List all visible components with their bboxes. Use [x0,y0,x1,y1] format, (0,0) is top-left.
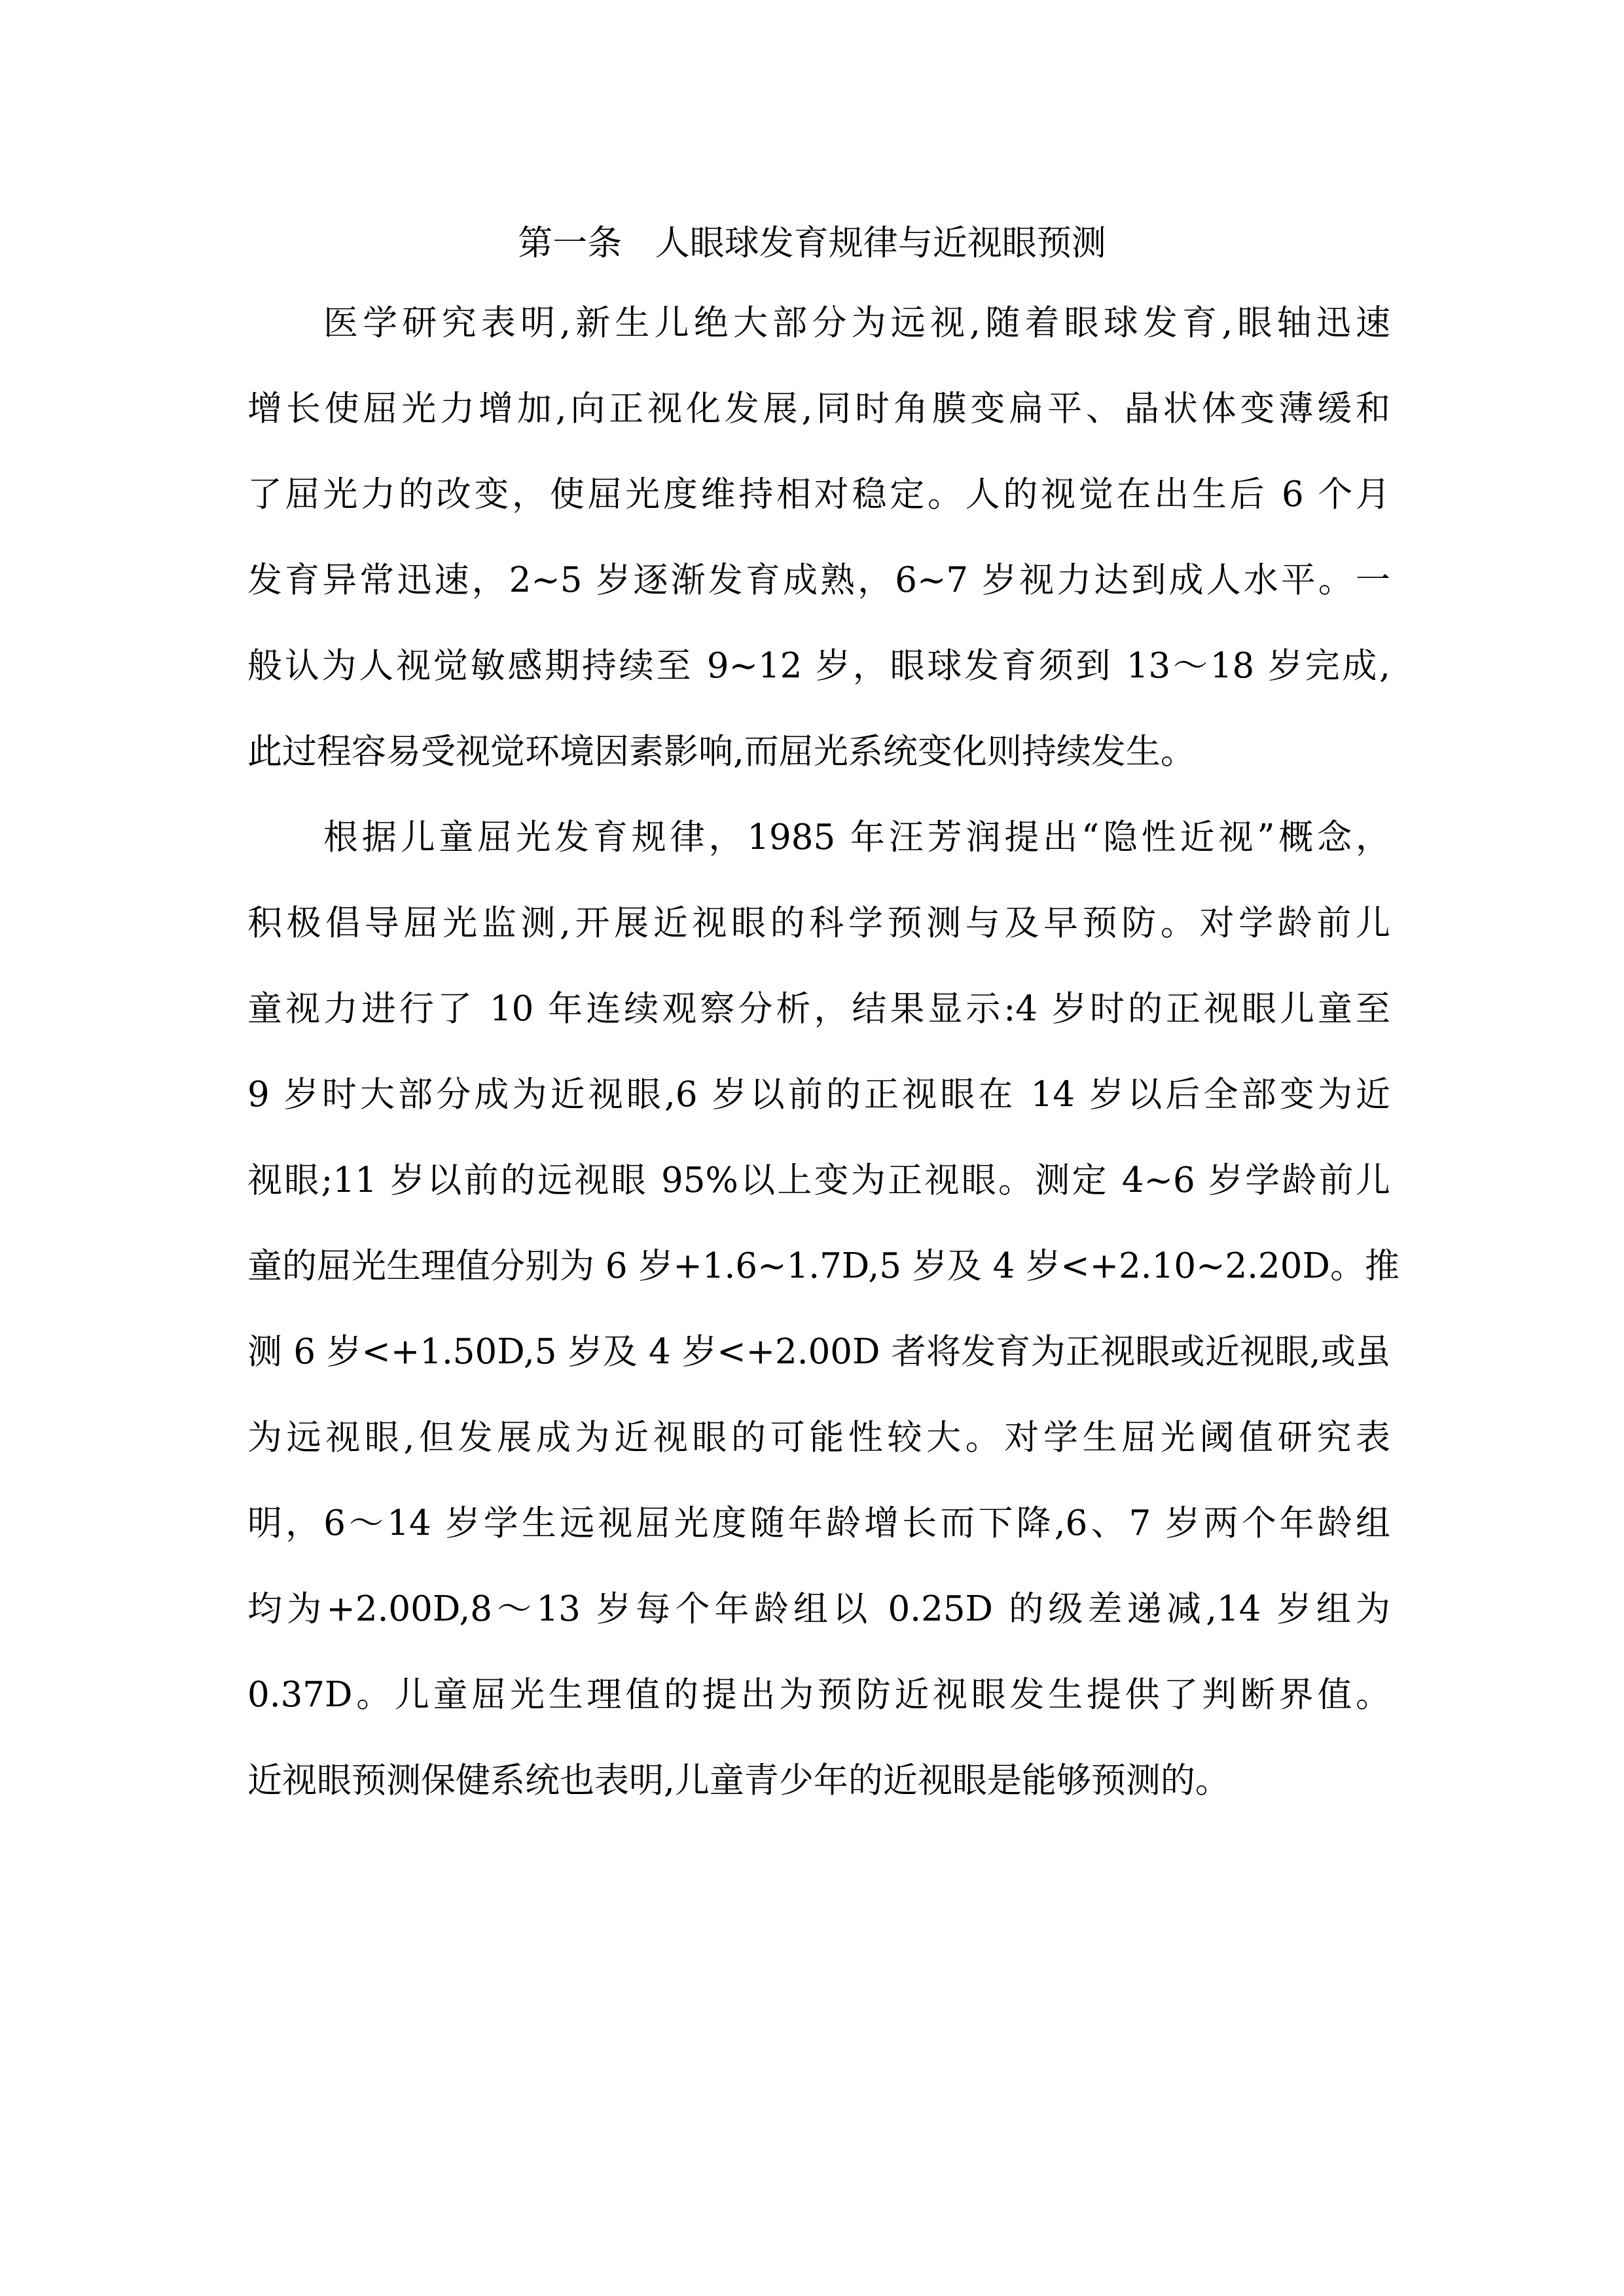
page-title: 第一条 人眼球发育规律与近视眼预测 [518,223,1106,263]
text-line: 般认为人视觉敏感期持续至 9~12 岁，眼球发育须到 13～18 岁完成, [247,646,1390,686]
text-line: 增长使屈光力增加,向正视化发展,同时角膜变扁平、晶状体变薄缓和 [247,389,1390,429]
text-line: 积极倡导屈光监测,开展近视眼的科学预测与及早预防。对学龄前儿 [247,903,1390,943]
text-line: 发育异常迅速，2~5 岁逐渐发育成熟，6~7 岁视力达到成人水平。一 [247,560,1390,600]
text-line: 医学研究表明,新生儿绝大部分为远视,随着眼球发育,眼轴迅速 [323,303,1390,343]
text-line: 均为+2.00D,8～13 岁每个年龄组以 0.25D 的级差递减,14 岁组为 [247,1589,1390,1629]
text-line: 视眼;11 岁以前的远视眼 95%以上变为正视眼。测定 4~6 岁学龄前儿 [247,1160,1390,1200]
text-line: 此过程容易受视觉环境因素影响,而屈光系统变化则持续发生。 [247,732,1195,772]
text-line: 9 岁时大部分成为近视眼,6 岁以前的正视眼在 14 岁以后全部变为近 [247,1075,1390,1115]
text-line: 近视眼预测保健系统也表明,儿童青少年的近视眼是能够预测的。 [247,1761,1230,1801]
text-line: 童视力进行了 10 年连续观察分析，结果显示:4 岁时的正视眼儿童至 [247,989,1390,1029]
text-line: 童的屈光生理值分别为 6 岁+1.6~1.7D,5 岁及 4 岁<+2.10~2.20D。推 [247,1246,1399,1286]
body-text [247,280,1399,1823]
text-line: 测 6 岁<+1.50D,5 岁及 4 岁<+2.00D 者将发育为正视眼或近视眼,或虽 [247,1332,1390,1372]
text-line: 明，6～14 岁学生远视屈光度随年龄增长而下降,6、7 岁两个年龄组 [247,1503,1390,1543]
text-line: 了屈光力的改变，使屈光度维持相对稳定。人的视觉在出生后 6 个月 [247,475,1390,514]
text-line: 为远视眼,但发展成为近视眼的可能性较大。对学生屈光阈值研究表 [247,1418,1390,1458]
text-line: 根据儿童屈光发育规律，1985 年汪芳润提出“隐性近视”概念， [323,817,1390,857]
paragraph-2 [247,795,1399,1823]
paragraph-1 [247,280,1390,795]
text-line: 0.37D。儿童屈光生理值的提出为预防近视眼发生提供了判断界值。 [247,1675,1390,1715]
